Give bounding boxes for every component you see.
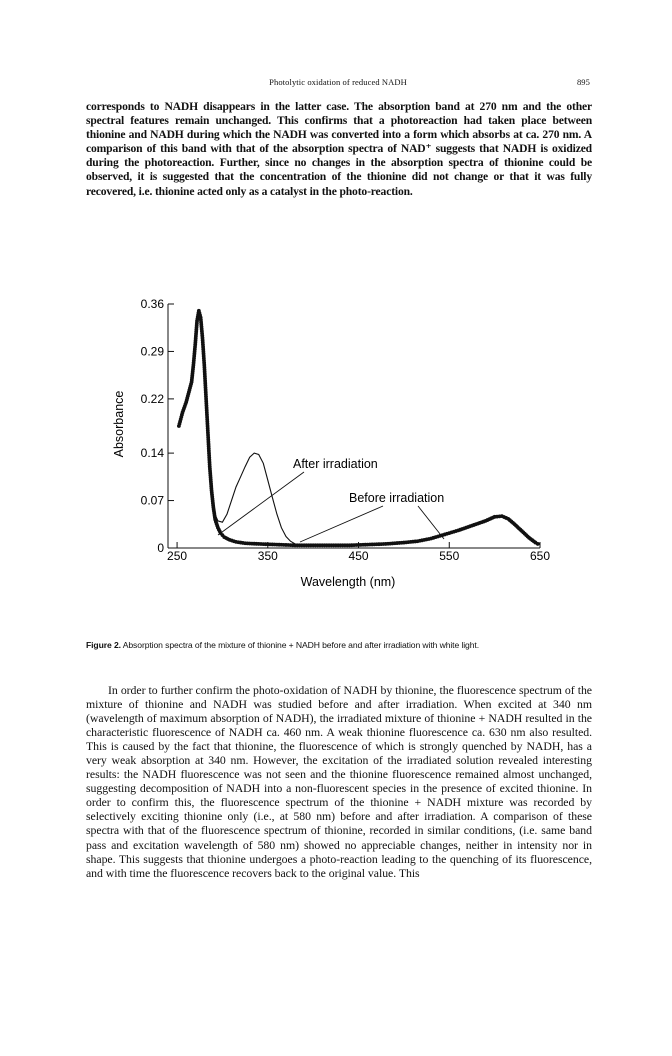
figure-caption — [86, 640, 606, 650]
x-tick-label: 450 — [348, 549, 369, 563]
x-tick-label: 650 — [529, 549, 551, 563]
x-tick-label: 550 — [439, 549, 460, 563]
running-title: Photolytic oxidation of reduced NADH — [269, 77, 407, 87]
top-paragraph — [86, 100, 592, 199]
y-tick-label: 0.22 — [140, 391, 164, 406]
y-tick-label: 0.36 — [140, 297, 164, 311]
page-number: 895 — [576, 77, 590, 87]
before-irradiation-point — [536, 542, 540, 546]
x-axis-label: Wavelength (nm) — [300, 575, 396, 589]
y-axis-label: Absorbance — [112, 390, 126, 458]
y-tick-label: 0.07 — [140, 493, 164, 508]
chart-axes — [168, 304, 540, 548]
top-paragraph-text: corresponds to NADH disappears in the latter case. The absorption band at 270 nm and the other spectral features remain unchanged. This confirms that a photoreaction had taken place between thionine and NADH during which the NADH was converted into a form which absorbs at ca. 270 nm. A comparison of this band with that of the absorption spectra of NAD⁺ suggests that NADH is oxidized during the photoreaction. Further, since no changes in the absorption spectra of thionine could be observed, it is suggested that the concentration of the thionine did not change or that it was fully recovered, i.e. thionine acted only as a catalyst in the photo-reaction. — [86, 100, 592, 198]
y-tick-label: 0.14 — [140, 446, 164, 461]
before-irradiation-pointer-left — [300, 506, 383, 542]
absorption-chart — [100, 290, 560, 610]
y-tick-label: 0.29 — [140, 344, 164, 359]
figure-caption-text: Absorption spectra of the mixture of thionine + NADH before and after irradiation with white light. — [122, 640, 479, 650]
bottom-paragraph-text: In order to further confirm the photo-oxidation of NADH by thionine, the fluorescence spectrum of the mixture of thionine and NADH was studied before and after irradiation. When excited at 340 nm (wavelength of maximum absorption of NADH), the irradiated mixture of thionine + NADH resulted in the characteristic fluorescence of NADH ca. 460 nm. A weak thionine fluorescence ca. 630 nm also resulted. This is caused by the fact that thionine, the fluorescence of which is strongly quenched by NADH, has a very weak absorption at 340 nm. However, the excitation of the irradiated solution revealed interesting results: the NADH fluorescence was not seen and the thionine fluorescence remained almost unchanged, suggesting decomposition of NADH into a non-fluorescent species in the presence of excited thionine. In order to confirm this, the fluorescence spectrum of the thionine + NADH mixture was recorded by selectively exciting thionine only (i.e., at 580 nm) before and after irradiation. A comparison of these spectra with that of the fluorescence spectrum of thionine, recorded in similar conditions, (i.e. same band pass and excitation wavelength of 580 nm) showed no appreciable changes, neither in intensity nor in shape. This suggests that thionine undergoes a photo-reaction leading to the quenching of its fluorescence, and with time the fluorescence recovers back to the original value. This — [86, 683, 592, 880]
running-head — [86, 77, 590, 91]
before-irradiation-pointer-right — [418, 506, 444, 539]
figure-label: Figure 2. — [86, 640, 121, 650]
x-tick-label: 350 — [257, 549, 278, 563]
annotation-before-irradiation: Before irradiation — [349, 491, 445, 505]
bottom-paragraph — [86, 683, 592, 880]
x-tick-label: 250 — [167, 549, 188, 563]
series-before-irradiation — [177, 309, 540, 547]
y-tick-label: 0 — [157, 541, 164, 555]
annotation-pointers — [218, 472, 444, 542]
figure-2 — [100, 290, 560, 610]
annotation-after-irradiation: After irradiation — [293, 457, 378, 471]
